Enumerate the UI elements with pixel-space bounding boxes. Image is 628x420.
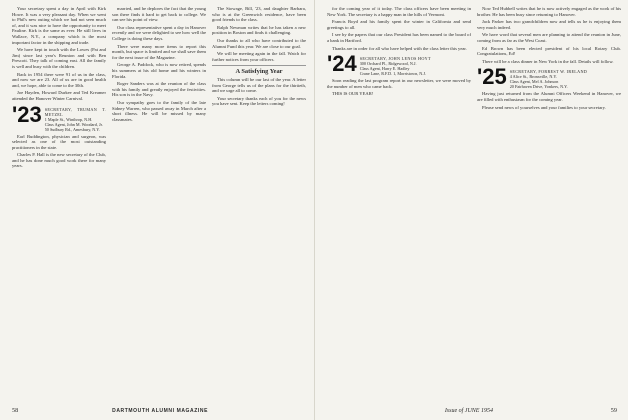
address-line: 1 Maple St., Winthrop, N.H. xyxy=(44,116,93,122)
right-footer xyxy=(327,407,617,414)
paragraph: Your secretary thanks each of you for the news you have sent. Keep the letters coming! xyxy=(212,95,306,107)
left-footer xyxy=(12,407,302,414)
paragraph: Ralph Newman writes that he has taken a new position in Boston and finds it challenging. xyxy=(212,24,306,36)
paragraph: Earl Buddington, physician and surgeon, was selected as one of the most outstanding practitioners in the state. xyxy=(12,133,106,150)
paragraph: married, and he deplores the fact that the young son there finds it hard to get back to college. We can see his point of view. xyxy=(112,6,206,23)
paragraph: Having just returned from the Alumni Officers Weekend in Hanover, we are filled with enthusiasm for the coming year. xyxy=(477,91,621,102)
paragraph: Ed Brown has been elected president of his local Rotary Club. Congratulations, Ed! xyxy=(477,45,621,57)
paragraph: There will be a class dinner in New York in the fall. Details will follow. xyxy=(482,58,614,64)
class-agent-line: Class Agent, John M. Woodard, Jr. xyxy=(44,121,103,127)
address-line: Crane Lane, R.F.D. 1, Morristown, N.J. xyxy=(359,71,427,77)
secretary-line: SECRETARY, TRUMAN T. METZEL xyxy=(44,106,106,117)
address-line: 4 Alice St., Bronxville, N.Y. xyxy=(509,74,557,80)
address-line: 50 Sudbury Rd., Amesbury, N.Y. xyxy=(44,126,100,132)
address-line: 300 Orchard Pl., Ridgewood, N.J. xyxy=(359,61,417,67)
class-1924-header xyxy=(327,51,471,77)
paragraph: Your secretary spent a day in April with Kirk Howe. It was a very pleasant day. When we went to Phil's new outing which we had not seen much of, and it was nice to have the opportunity to meet Pauline. Kirk is the same as ever. He still lives in Wallace, N.Y., a company which is the most important factor in the shipping and trade. xyxy=(12,6,106,45)
page-number: 59 xyxy=(610,407,617,414)
paragraph: The Stowage, Bill, '23, and daughter Barbara, who is at the Greenwich residence, have been good friends to the class. xyxy=(212,6,306,23)
class-1925-header xyxy=(477,64,621,90)
paragraph: Roger Sanders was at the reunion of the class with his family and greatly enjoyed the festivities. His son is in the Navy. xyxy=(112,81,206,98)
paragraph: George A. Paddock, who is now retired, spends his summers at his old home and his winters in Florida. xyxy=(112,62,206,79)
paragraph: Please send news of yourselves and your families to your secretary. xyxy=(482,104,606,110)
issue-line: Issue of JUNE 1954 xyxy=(444,408,493,414)
secretary-line: SECRETARY, JOHN LENOS HOYT xyxy=(359,56,431,62)
paragraph: We will be meeting again in the fall. Watch for further notices from your officers. xyxy=(212,51,306,62)
left-column-2 xyxy=(112,6,206,396)
paragraph: We have kept in touch with the Lowes (Pat and Jim) since last year's Reunion and with Ben Prescott. They talk of coming east. All the family is well and busy with the children. xyxy=(12,47,106,69)
paragraph: There were many more items to report this month, but space is limited and we shall save them for the next issue of the Magazine. xyxy=(112,43,206,60)
paragraph: I see by the papers that our class President has been named to the board of a bank in Hartford. xyxy=(327,32,471,43)
paragraph: for the coming year of it today. The class officers have been meeting in New York. The secretary is a happy man in the hills of Vermont. xyxy=(327,6,471,17)
left-column-1 xyxy=(12,6,106,396)
secretary-line: SECRETARY, FORREST W. IRELAND xyxy=(509,69,588,75)
paragraph: Back in 1954 there were 91 of us in the class, and now we are 23. All of us are in good health and, we hope, able to come to the 30th. xyxy=(12,71,106,88)
magazine-title: DARTMOUTH ALUMNI MAGAZINE xyxy=(112,408,209,414)
paragraph: Francis Boyd and his family spent the winter in California and send greetings to all. xyxy=(327,19,471,30)
page-number: 58 xyxy=(12,407,19,414)
class-year: '24 xyxy=(327,51,357,77)
left-column-3 xyxy=(212,6,306,396)
paragraph: Our thanks to all who have contributed to the Alumni Fund this year. We are close to our goal. xyxy=(212,37,306,49)
class-year: '23 xyxy=(12,101,42,127)
address-line: 20 Fairhaven Drive, Yonkers, N.Y. xyxy=(509,84,568,90)
paragraph: Our sympathy goes to the family of the late Sidney Warren, who passed away in March after a short illness. He will be missed by many classmates. xyxy=(112,99,206,122)
paragraph: We have word that several men are planning to attend the reunion in June, coming from as far as the West Coast. xyxy=(477,32,621,43)
class-agent-line: Class Agent, Harry E. Hadley xyxy=(359,66,410,72)
right-column-1 xyxy=(327,6,471,396)
right-page xyxy=(314,0,628,420)
paragraph: Now Ted Hubbell writes that he is now actively engaged as the work of his brother. He has been busy since returning to Hanover. xyxy=(477,6,621,17)
class-year: '25 xyxy=(477,64,507,90)
paragraph: Joe Hayden, Howard Durkee and Ted Kreamer attended the Hanover Winter Carnival. xyxy=(12,90,106,101)
paragraph: This column will be our last of the year. A letter from George tells us of the plans for the thirtieth, and we urge all to come. xyxy=(212,76,306,94)
right-column-2 xyxy=(477,6,621,396)
divider xyxy=(212,65,306,66)
section-title: A Satisfying Year xyxy=(235,68,283,76)
paragraph: Jack Parker has two grandchildren now and tells us he is enjoying them very much indeed. xyxy=(477,19,621,30)
paragraph: Charles P. Hall is the new secretary of the Club, and he has done much good work there for many years. xyxy=(12,152,106,169)
paragraph: Thanks are in order for all who have helped with the class letter this year. xyxy=(332,45,467,51)
paragraph: Soon reading the last program report in our newsletter, we were moved by the number of men who came back. xyxy=(327,78,471,89)
paragraph: THIS IS OUR YEAR! xyxy=(332,91,374,97)
class-1923-header xyxy=(12,101,106,132)
class-agent-line: Class Agent, Mel A. Johnson xyxy=(509,79,559,85)
paragraph: Our class representative spent a day in Hanover recently and we were delighted to see how well the College is doing these days. xyxy=(112,24,206,41)
